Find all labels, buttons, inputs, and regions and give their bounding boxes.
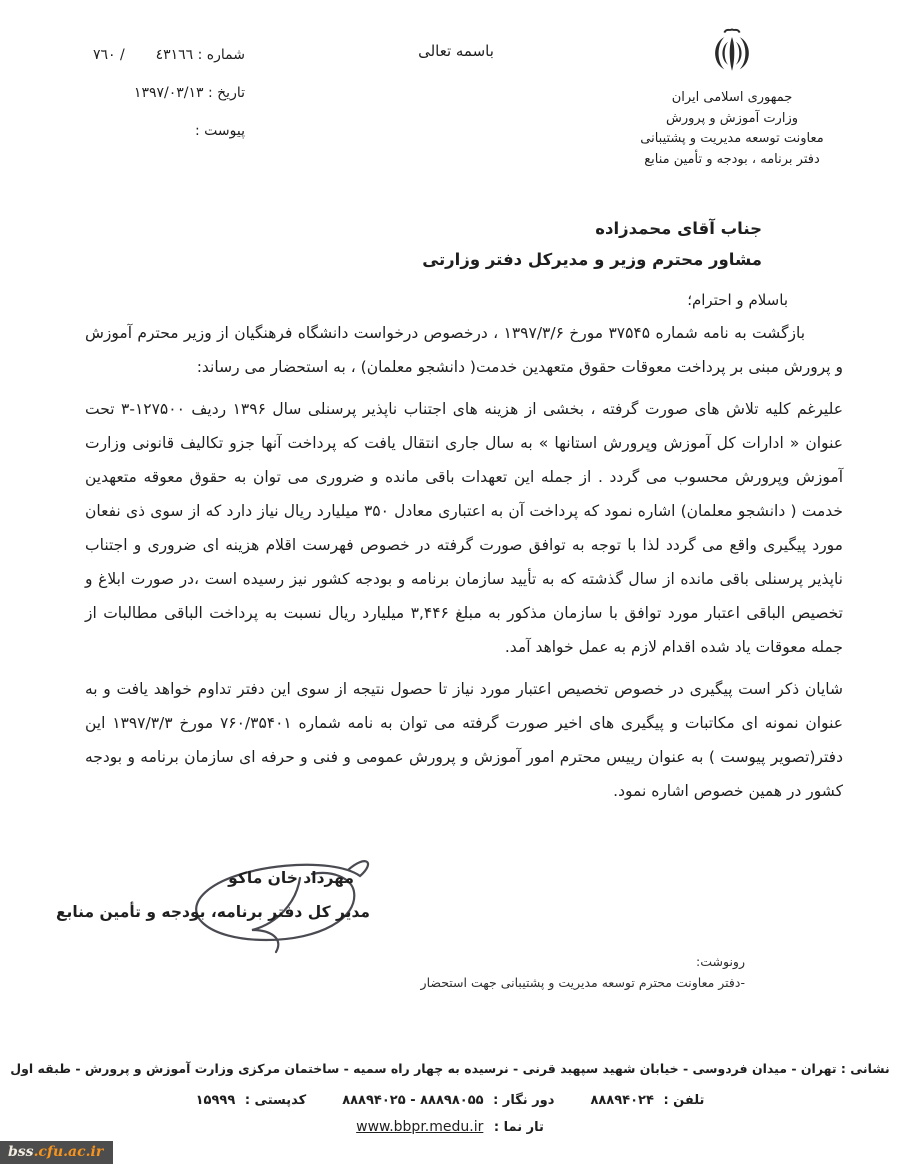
recipient-block xyxy=(422,213,762,275)
postal-code-label: کدپستی : xyxy=(244,1093,307,1108)
letter-attachment-row xyxy=(93,120,245,143)
recipient-title: مشاور محترم وزیر و مدیرکل دفتر وزارتی xyxy=(422,250,762,269)
letter-date-label: تاریخ : xyxy=(207,85,245,101)
body-paragraph-2: علیرغم کلیه تلاش های صورت گرفته ، بخشی از هزینه های اجتناب ناپذیر پرسنلی سال ۱۳۹۶ ردیف ۱۲۷۵۰۰-۳ تحت عنوان « ادارات کل آموزش وپرورش استانها » به سال جاری انتقال یافت که پرداخت آنها جزو تکالیف قانونی وزارت آموزش وپرورش محسوب می گردد . از جمله این تعهدات باقی مانده و ضروری می توان به حقوق معوقه متعهدین خدمت ( دانشجو معلمان) اشاره نمود که پرداخت آن به اعتباری معادل ۳۵۰ میلیارد ریال نیاز دارد که از سوی ذی نفعان مورد پیگیری واقع می گردد لذا با توجه به توافق صورت گرفته در خصوص فهرست اقلام هزینه ای ضروری و اجتناب ناپذیر پرسنلی باقی مانده از سال گذشته که به تأیید سازمان برنامه و بودجه کشور نیز رسیده است ،در صورت ابلاغ و تخصیص الباقی اعتبار مورد توافق با سازمان مذکور به مبلغ ۳,۴۴۶ میلیارد ریال نسبت به پرداخت الباقی مطالبات از جمله معوقات یاد شده اقدام لازم به عمل خواهد آمد. xyxy=(85,400,844,656)
postal-code-value: ۱۵۹۹۹ xyxy=(195,1093,236,1108)
fax-label: دور نگار : xyxy=(493,1093,555,1108)
iran-emblem-icon xyxy=(622,26,842,82)
signatory-name: مهرداد خان ماکو xyxy=(228,869,354,887)
letterhead-deputy: معاونت توسعه مدیریت و پشتیبانی xyxy=(640,131,824,146)
letterhead-office: دفتر برنامه ، بودجه و تأمین منابع xyxy=(644,151,820,167)
body-paragraph-3: شایان ذکر است پیگیری در خصوص تخصیص اعتبار مورد نیاز تا حصول نتیجه از سوی این دفتر تداوم خواهد یافت و به عنوان نمونه ای مکاتبات و پیگیری های اخیر صورت گرفته می توان به نامه شماره ۷۶۰/۳۵۴۰۱ مورخ ۱۳۹۷/۳/۳ این دفتر(تصویر پیوست ) به عنوان رییس محترم امور آموزش و پرورش عمومی و فنی و حرفه ای سازمان برنامه و بودجه کشور در همین خصوص اشاره نمود. xyxy=(85,680,843,800)
letter-body xyxy=(85,316,843,816)
footer-phone xyxy=(590,1093,704,1108)
letter-number-label: شماره : xyxy=(197,47,245,63)
letterhead-ministry: وزارت آموزش و پرورش xyxy=(665,110,798,126)
letter-date-value: ۱۳۹۷/۰۳/۱۳ xyxy=(133,85,204,101)
phone-value: ۸۸۸۹۴۰۲۴ xyxy=(590,1093,654,1108)
letterhead-republic: جمهوری اسلامی ایران xyxy=(671,90,793,105)
letter-date-row xyxy=(93,82,245,105)
body-paragraph-1: بازگشت به نامه شماره ۳۷۵۴۵ مورخ ۱۳۹۷/۳/۶ ، درخصوص درخواست دانشگاه فرهنگیان از وزیر محترم آموزش و پرورش مبنی بر پرداخت معوقات حقوق متعهدین خدمت( دانشجو معلمان) ، به استحضار می رساند: xyxy=(85,324,843,376)
watermark-site-suffix: .cfu.ac.ir xyxy=(33,1144,104,1160)
cc-label: رونوشت: xyxy=(696,954,745,969)
letter-meta-block xyxy=(93,44,245,158)
salutation-line: باسلام و احترام؛ xyxy=(687,291,788,309)
letter-number-row xyxy=(93,44,245,67)
footer-contact-row xyxy=(0,1093,900,1108)
letter-number xyxy=(156,44,245,67)
website-label: تار نما : xyxy=(493,1120,544,1135)
recipient-name: جناب آقای محمدزاده xyxy=(595,219,762,238)
cc-block xyxy=(421,951,745,993)
bismillah-heading: باسمه تعالی xyxy=(418,42,494,60)
footer-address: نشانی : تهران - میدان فردوسی - خیابان شهید سپهبد قرنی - نرسیده به چهار راه سمیه - ساختمان مرکزی وزارت آموزش و پرورش - طبقه اول xyxy=(10,1061,890,1076)
letter-number-suffix: / ٧٦٠ xyxy=(93,47,125,63)
watermark-badge[interactable] xyxy=(0,1141,113,1164)
signature-block xyxy=(55,861,370,929)
footer-website-row xyxy=(0,1119,900,1135)
footer-fax xyxy=(342,1093,554,1108)
website-link[interactable]: www.bbpr.medu.ir xyxy=(356,1119,484,1135)
fax-value: ۸۸۸۹۸۰۵۵ - ۸۸۸۹۴۰۲۵ xyxy=(342,1093,484,1108)
letter-number-value: ٤٣١٦٦ xyxy=(155,47,194,63)
letterhead-block xyxy=(622,26,842,170)
cc-item: -دفتر معاونت محترم توسعه مدیریت و پشتیبانی جهت استحضار xyxy=(420,975,745,990)
footer-postal-code xyxy=(196,1093,307,1108)
phone-label: تلفن : xyxy=(663,1093,705,1108)
letter-attachment-label: پیوست : xyxy=(195,123,245,139)
watermark-site-prefix: bss xyxy=(8,1144,34,1160)
signatory-title: مدیر کل دفتر برنامه، بودجه و تأمین منابع xyxy=(55,903,370,921)
